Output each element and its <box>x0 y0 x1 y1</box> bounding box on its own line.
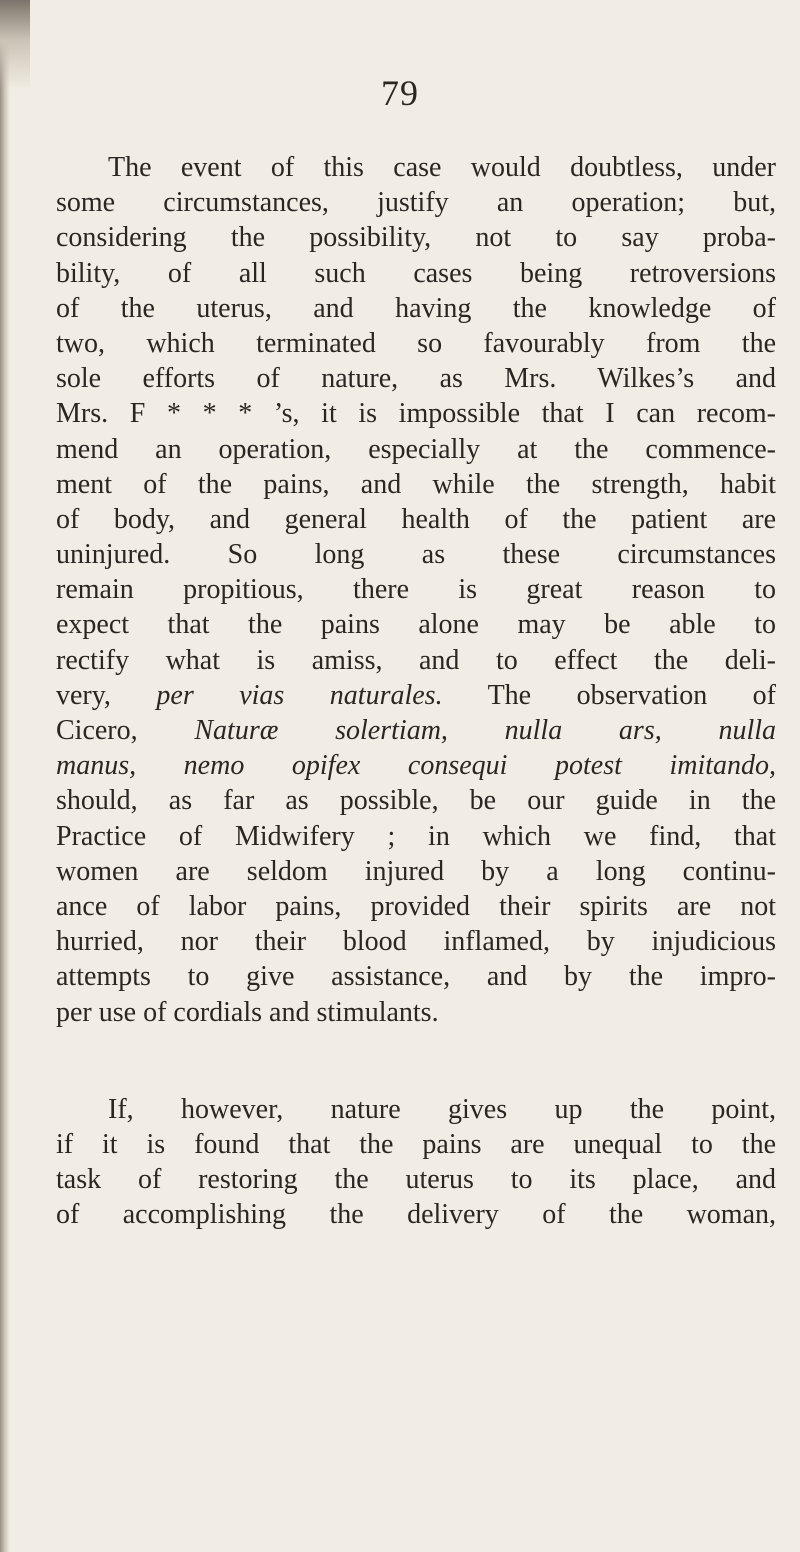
text-line: sole efforts of nature, as Mrs. Wilkes’s and <box>56 363 776 395</box>
text-line: rectify what is amiss, and to effect the deli- <box>56 644 776 676</box>
paragraph-1 <box>56 150 776 1030</box>
paragraph-gap <box>56 1030 776 1092</box>
text-line: two, which terminated so favourably from the <box>56 327 776 359</box>
text-run: Cicero, <box>56 715 195 746</box>
text-line: bility, of all such cases being retroversions <box>56 257 776 289</box>
body-text <box>56 150 776 1232</box>
text-line: ment of the pains, and while the strength, habit <box>56 468 776 500</box>
text-line <box>56 713 776 748</box>
text-run: very, <box>56 679 157 711</box>
text-line: of body, and general health of the patient are <box>56 503 776 535</box>
text-line: hurried, nor their blood inflamed, by injudicious <box>56 926 776 958</box>
text-line: should, as far as possible, be our guide in the <box>56 785 776 817</box>
text-line: if it is found that the pains are unequal to the <box>56 1128 776 1160</box>
text-line: Practice of Midwifery ; in which we find, that <box>56 820 776 852</box>
text-line: Mrs. F * * * ’s, it is impossible that I can recom- <box>56 398 776 430</box>
text-line: remain propitious, there is great reason to <box>56 574 776 606</box>
text-line: some circumstances, justify an operation; but, <box>56 187 776 219</box>
text-line: of the uterus, and having the knowledge of <box>56 292 776 324</box>
text-line: attempts to give assistance, and by the impro- <box>56 961 776 993</box>
text-line <box>56 748 776 783</box>
paragraph-2 <box>56 1092 776 1233</box>
text-line <box>56 678 776 713</box>
text-line: mend an operation, especially at the commence- <box>56 433 776 465</box>
text-run: The observation of <box>442 679 777 711</box>
latin-phrase: per vias naturales. <box>156 679 443 711</box>
latin-quotation: Naturæ solertiam, nulla ars, nulla <box>194 715 777 746</box>
text-line: The event of this case would doubtless, under <box>108 152 776 183</box>
page-number: 79 <box>381 73 419 113</box>
text-line: of accomplishing the delivery of the woman, <box>56 1199 776 1231</box>
latin-quotation: manus, nemo opifex consequi potest imitando, <box>56 750 776 782</box>
text-line: ance of labor pains, provided their spirits are not <box>56 890 776 922</box>
page-edge-shadow <box>0 0 10 1552</box>
text-line: expect that the pains alone may be able to <box>56 609 776 641</box>
text-line: If, however, nature gives up the point, <box>108 1093 776 1125</box>
text-line: task of restoring the uterus to its place, and <box>56 1164 776 1196</box>
text-line: considering the possibility, not to say proba- <box>56 222 776 254</box>
text-line: women are seldom injured by a long continu- <box>56 855 776 887</box>
text-line: per use of cordials and stimulants. <box>56 996 439 1028</box>
text-line: uninjured. So long as these circumstances <box>56 539 776 571</box>
